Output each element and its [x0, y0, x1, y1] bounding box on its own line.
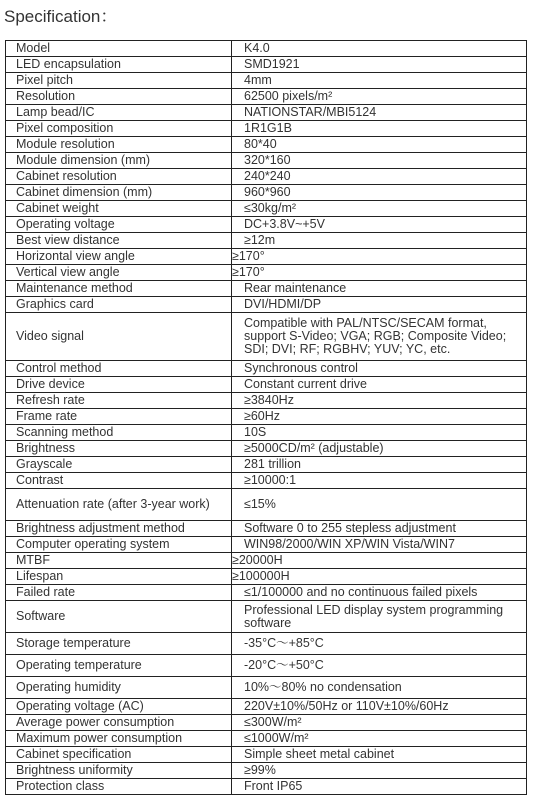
table-row: [6, 153, 527, 169]
spec-value: Synchronous control: [232, 361, 527, 377]
spec-label: Storage temperature: [6, 633, 232, 655]
table-row: [6, 747, 527, 763]
spec-label: Module resolution: [6, 137, 232, 153]
spec-value: ≤30kg/m²: [232, 201, 527, 217]
spec-value: Constant current drive: [232, 377, 527, 393]
spec-label: Scanning method: [6, 425, 232, 441]
spec-label: Pixel pitch: [6, 73, 232, 89]
spec-label: Operating voltage (AC): [6, 699, 232, 715]
page-title: Specification：: [4, 7, 118, 26]
table-row: [6, 121, 527, 137]
spec-label: Computer operating system: [6, 537, 232, 553]
spec-label: Frame rate: [6, 409, 232, 425]
spec-value: Simple sheet metal cabinet: [232, 747, 527, 763]
table-row: [6, 361, 527, 377]
table-row: [6, 57, 527, 73]
table-row: [6, 393, 527, 409]
spec-label: Cabinet weight: [6, 201, 232, 217]
spec-label: Cabinet specification: [6, 747, 232, 763]
table-row: [6, 89, 527, 105]
spec-value: 10S: [232, 425, 527, 441]
spec-label: Graphics card: [6, 297, 232, 313]
table-row: [6, 313, 527, 361]
spec-value: ≤300W/m²: [232, 715, 527, 731]
spec-label: Vertical view angle: [6, 265, 232, 281]
table-row: [6, 233, 527, 249]
table-row: [6, 249, 527, 265]
table-row: [6, 585, 527, 601]
spec-value: ≥5000CD/m² (adjustable): [232, 441, 527, 457]
specification-table: [5, 40, 527, 795]
spec-value: ≥10000:1: [232, 473, 527, 489]
spec-label: Lamp bead/IC: [6, 105, 232, 121]
spec-value: ≥12m: [232, 233, 527, 249]
table-row: [6, 489, 527, 521]
spec-value: -20°C～+50°C: [232, 655, 527, 677]
spec-value: -35°C～+85°C: [232, 633, 527, 655]
spec-label: Failed rate: [6, 585, 232, 601]
spec-label: Attenuation rate (after 3-year work): [6, 489, 232, 521]
spec-label: Brightness uniformity: [6, 763, 232, 779]
spec-value: 960*960: [232, 185, 527, 201]
spec-value: ≥60Hz: [232, 409, 527, 425]
spec-value: Rear maintenance: [232, 281, 527, 297]
table-row: [6, 677, 527, 699]
spec-label: Operating voltage: [6, 217, 232, 233]
table-row: [6, 537, 527, 553]
spec-value: WIN98/2000/WIN XP/WIN Vista/WIN7: [232, 537, 527, 553]
spec-label: Control method: [6, 361, 232, 377]
table-row: [6, 297, 527, 313]
spec-label: Module dimension (mm): [6, 153, 232, 169]
table-row: [6, 441, 527, 457]
spec-value: ≥3840Hz: [232, 393, 527, 409]
table-row: [6, 281, 527, 297]
table-row: [6, 41, 527, 57]
spec-label: Operating temperature: [6, 655, 232, 677]
spec-label: MTBF: [6, 553, 232, 569]
spec-value: DVI/HDMI/DP: [232, 297, 527, 313]
spec-label: Operating humidity: [6, 677, 232, 699]
table-row: [6, 457, 527, 473]
spec-value: 10%～80% no condensation: [232, 677, 527, 699]
spec-value: K4.0: [232, 41, 527, 57]
spec-label: Lifespan: [6, 569, 232, 585]
table-row: [6, 473, 527, 489]
spec-value: 4mm: [232, 73, 527, 89]
spec-value: ≤15%: [232, 489, 527, 521]
spec-label: Grayscale: [6, 457, 232, 473]
spec-value: 62500 pixels/m²: [232, 89, 527, 105]
table-row: [6, 105, 527, 121]
table-row: [6, 553, 527, 569]
spec-value: Compatible with PAL/NTSC/SECAM format, support S-Video; VGA; RGB; Composite Video; SDI; DVI; RF; RGBHV; YUV; YC, etc.: [232, 313, 527, 361]
table-row: [6, 763, 527, 779]
table-row: [6, 601, 527, 633]
spec-value: ≤1000W/m²: [232, 731, 527, 747]
spec-value: ≤1/100000 and no continuous failed pixels: [232, 585, 527, 601]
spec-label: Pixel composition: [6, 121, 232, 137]
table-row: [6, 633, 527, 655]
table-row: [6, 137, 527, 153]
spec-value: ≥170°: [232, 249, 527, 265]
spec-value: 1R1G1B: [232, 121, 527, 137]
spec-value: 240*240: [232, 169, 527, 185]
spec-value: DC+3.8V~+5V: [232, 217, 527, 233]
spec-value: Software 0 to 255 stepless adjustment: [232, 521, 527, 537]
table-row: [6, 425, 527, 441]
table-row: [6, 169, 527, 185]
spec-value: Front IP65: [232, 779, 527, 795]
table-row: [6, 73, 527, 89]
table-row: [6, 731, 527, 747]
table-row: [6, 377, 527, 393]
spec-value: 220V±10%/50Hz or 110V±10%/60Hz: [232, 699, 527, 715]
spec-value: 80*40: [232, 137, 527, 153]
spec-label: Drive device: [6, 377, 232, 393]
spec-value: SMD1921: [232, 57, 527, 73]
spec-label: Model: [6, 41, 232, 57]
spec-label: Resolution: [6, 89, 232, 105]
spec-value: 281 trillion: [232, 457, 527, 473]
table-row: [6, 715, 527, 731]
table-row: [6, 569, 527, 585]
spec-label: Average power consumption: [6, 715, 232, 731]
table-row: [6, 201, 527, 217]
spec-label: Maintenance method: [6, 281, 232, 297]
spec-label: Brightness: [6, 441, 232, 457]
table-row: [6, 779, 527, 795]
table-row: [6, 217, 527, 233]
spec-label: Refresh rate: [6, 393, 232, 409]
spec-value: 320*160: [232, 153, 527, 169]
spec-label: Video signal: [6, 313, 232, 361]
table-row: [6, 521, 527, 537]
spec-label: Contrast: [6, 473, 232, 489]
spec-label: Horizontal view angle: [6, 249, 232, 265]
table-row: [6, 409, 527, 425]
table-row: [6, 655, 527, 677]
spec-label: Best view distance: [6, 233, 232, 249]
table-row: [6, 699, 527, 715]
spec-value: ≥20000H: [232, 553, 527, 569]
spec-label: Cabinet dimension (mm): [6, 185, 232, 201]
table-row: [6, 265, 527, 281]
spec-label: LED encapsulation: [6, 57, 232, 73]
spec-label: Maximum power consumption: [6, 731, 232, 747]
spec-value: NATIONSTAR/MBI5124: [232, 105, 527, 121]
table-row: [6, 185, 527, 201]
spec-value: Professional LED display system programming software: [232, 601, 527, 633]
spec-value: ≥170°: [232, 265, 527, 281]
spec-label: Cabinet resolution: [6, 169, 232, 185]
spec-label: Protection class: [6, 779, 232, 795]
spec-value: ≥100000H: [232, 569, 527, 585]
spec-label: Software: [6, 601, 232, 633]
spec-label: Brightness adjustment method: [6, 521, 232, 537]
spec-value: ≥99%: [232, 763, 527, 779]
specification-table-body: [6, 41, 527, 795]
